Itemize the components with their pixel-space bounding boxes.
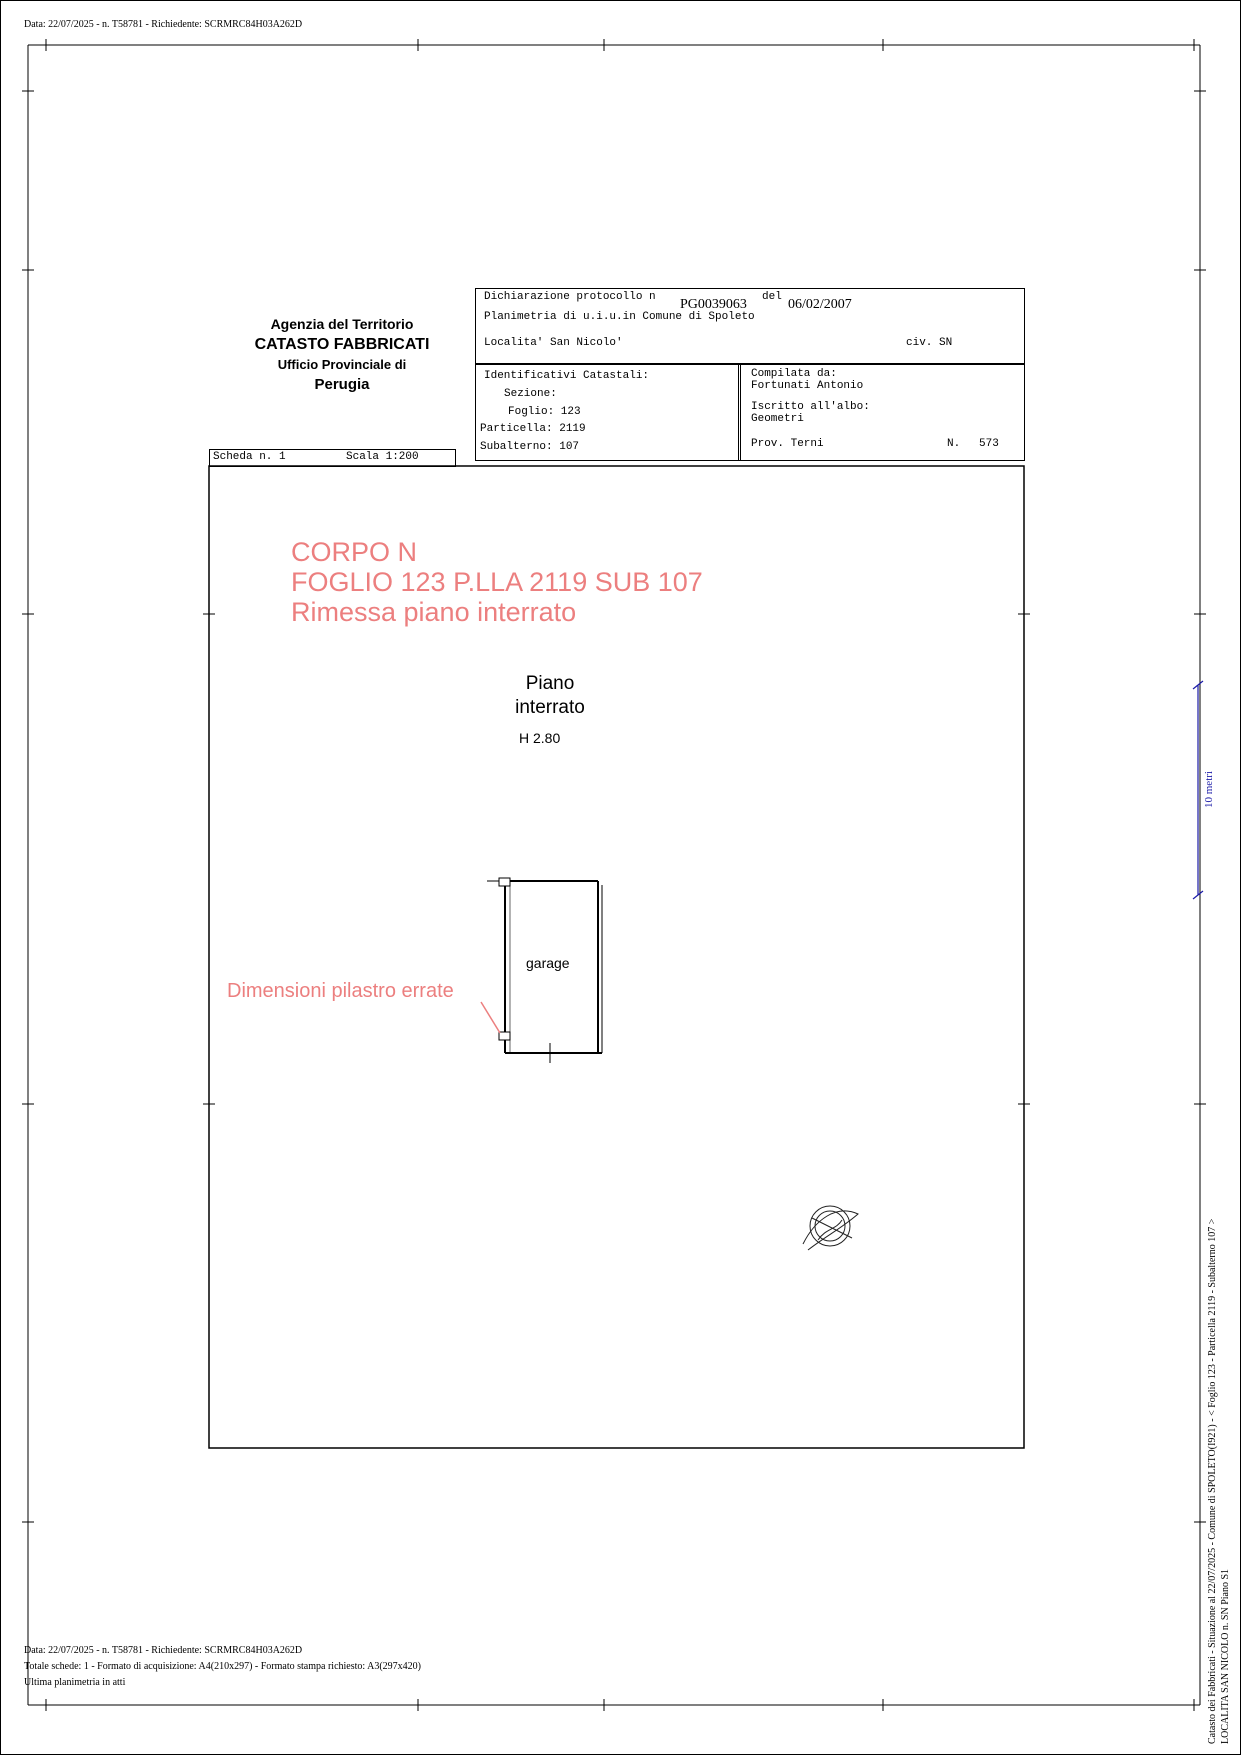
pilastro-leader-line xyxy=(481,1002,500,1033)
footer-request-line: Data: 22/07/2025 - n. T58781 - Richiedente: SCRMRC84H03A262D xyxy=(24,1645,303,1656)
floor-label-line2: interrato xyxy=(515,697,585,718)
identifier-sezione: Sezione: xyxy=(504,388,557,400)
register-value: Geometri xyxy=(751,413,804,425)
province: Prov. Terni xyxy=(751,438,824,450)
register-label: Iscritto all'albo: xyxy=(751,401,870,413)
identifier-particella: Particella: 2119 xyxy=(480,423,586,435)
register-number-label: N. xyxy=(947,438,961,450)
annotation-pilastro: Dimensioni pilastro errate xyxy=(227,980,454,1002)
footer-last-plan-line: Ultima planimetria in atti xyxy=(24,1677,126,1688)
compiler-name: Fortunati Antonio xyxy=(751,380,864,392)
signature-stamp xyxy=(803,1206,858,1250)
protocol-date-label: del xyxy=(762,291,782,303)
agency-office: Ufficio Provinciale di xyxy=(277,357,407,372)
floor-label-line1: Piano xyxy=(525,673,575,694)
side-stamp xyxy=(1206,1219,1232,1744)
register-number: 573 xyxy=(979,438,999,450)
protocol-date: 06/02/2007 xyxy=(788,297,852,312)
header-request-line: Data: 22/07/2025 - n. T58781 - Richiedente: SCRMRC84H03A262D xyxy=(24,19,303,30)
agency-block xyxy=(222,314,462,396)
agency-name: Agenzia del Territorio xyxy=(270,316,414,332)
sheet-number: Scheda n. 1 xyxy=(213,451,286,463)
scale-bar xyxy=(1193,681,1203,899)
sheet-scale: Scala 1:200 xyxy=(346,451,419,463)
compiler-label: Compilata da: xyxy=(751,368,837,380)
plan-municipality-line: Planimetria di u.i.u.in Comune di Spoleto xyxy=(484,311,755,323)
compiler-box xyxy=(738,363,1025,461)
agency-city: Perugia xyxy=(314,376,370,393)
room-height: H 2.80 xyxy=(519,730,561,746)
protocol-number: PG0039063 xyxy=(680,297,747,312)
civic-number: civ. SN xyxy=(906,337,953,349)
identifiers-box xyxy=(475,363,741,461)
side-stamp-line1: Catasto dei Fabbricati - Situazione al 22/07/2025 - Comune di SPOLETO(I921) - < Foglio 123 - Particella 2119 - Subalterno 107 > xyxy=(1207,1218,1218,1744)
protocol-label: Dichiarazione protocollo n xyxy=(484,291,656,303)
room-label-garage: garage xyxy=(526,955,570,971)
sheet-info-strip xyxy=(209,449,456,467)
annotation-corpo: CORPO N xyxy=(291,537,418,567)
identifier-foglio: Foglio: 123 xyxy=(508,406,581,418)
annotation-rimessa: Rimessa piano interrato xyxy=(291,597,577,627)
annotation-foglio: FOGLIO 123 P.LLA 2119 SUB 107 xyxy=(291,567,703,597)
identifier-subalterno: Subalterno: 107 xyxy=(480,441,580,453)
floor-label xyxy=(480,672,620,720)
side-stamp-line2: LOCALITA SAN NICOLO n. SN Piano S1 xyxy=(1220,1568,1231,1744)
agency-department: CATASTO FABBRICATI xyxy=(254,336,430,353)
identifiers-title: Identificativi Catastali: xyxy=(484,370,650,382)
footer xyxy=(24,1643,421,1691)
locality: Localita' San Nicolo' xyxy=(484,337,623,349)
footer-format-line: Totale schede: 1 - Formato di acquisizione: A4(210x297) - Formato stampa richiesto: A3(297x420) xyxy=(24,1661,421,1672)
scale-bar-label: 10 metri xyxy=(1203,771,1215,808)
declaration-box xyxy=(475,288,1025,365)
